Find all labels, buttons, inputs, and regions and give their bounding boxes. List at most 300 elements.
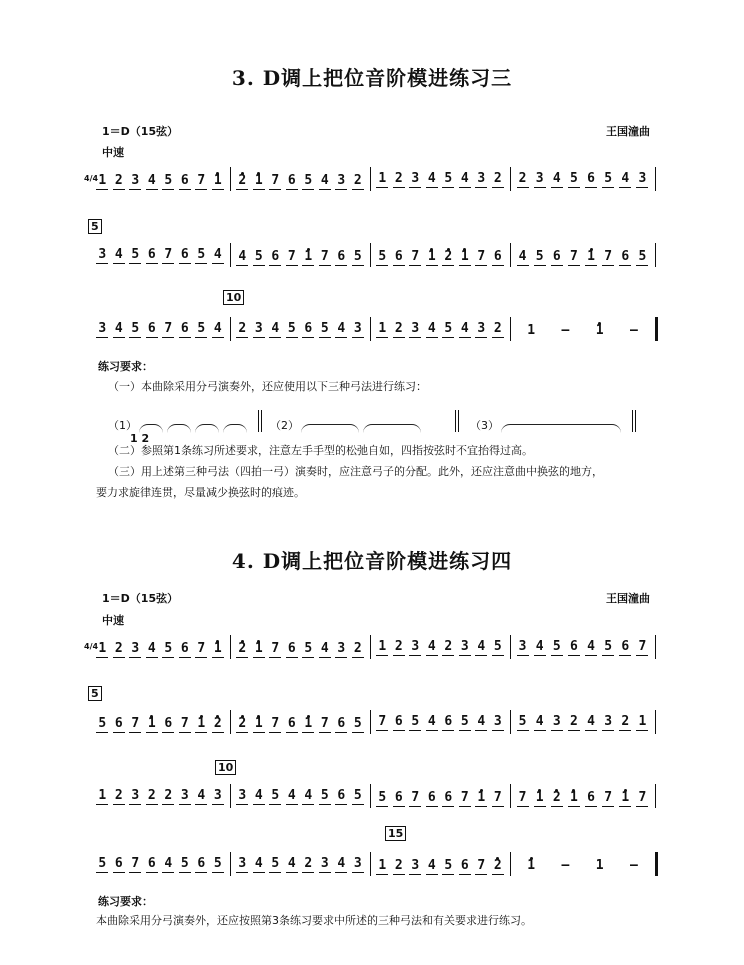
eighth-underline	[96, 732, 108, 733]
eighth-underline	[286, 732, 298, 733]
note	[334, 240, 348, 266]
eighth-underline	[212, 189, 224, 190]
note	[211, 847, 225, 873]
note	[516, 705, 530, 731]
eighth-underline	[195, 804, 207, 805]
note	[584, 162, 598, 188]
eighth-underline	[236, 804, 248, 805]
eighth-underline	[426, 187, 438, 188]
bowing-label-2: （2）	[270, 419, 299, 432]
measure	[374, 630, 506, 656]
rehearsal-mark-5: 5	[88, 219, 102, 234]
note	[252, 162, 266, 190]
note	[524, 847, 538, 873]
note	[318, 847, 332, 873]
note-value: 1	[213, 641, 222, 656]
eighth-underline	[335, 872, 347, 873]
note	[161, 632, 175, 658]
eighth-underline	[319, 189, 331, 190]
note	[458, 705, 472, 731]
eighth-underline	[492, 187, 504, 188]
measure	[234, 162, 366, 190]
eighth-underline	[409, 265, 421, 266]
note	[408, 705, 422, 731]
note-value: 7	[460, 790, 469, 805]
note	[474, 849, 488, 875]
bar-line	[370, 710, 371, 734]
note	[112, 779, 126, 805]
eighth-underline	[179, 804, 191, 805]
note	[593, 849, 607, 873]
note	[268, 240, 282, 266]
eighth-underline	[376, 730, 388, 731]
note	[318, 312, 332, 338]
eighth-underline	[636, 655, 648, 656]
note-value: 7	[131, 856, 140, 871]
eighth-underline	[319, 804, 331, 805]
eighth-underline	[269, 872, 281, 873]
eighth-underline	[492, 730, 504, 731]
bar-line	[230, 243, 231, 267]
bar-line	[655, 784, 656, 808]
eighth-underline	[517, 265, 529, 266]
note-value: 7	[477, 249, 486, 264]
note	[601, 162, 615, 188]
note-value: 5	[353, 788, 362, 803]
note	[491, 781, 505, 807]
bar-line	[510, 784, 511, 808]
eighth-underline	[253, 189, 265, 190]
note	[392, 705, 406, 731]
note	[567, 779, 581, 807]
note	[145, 779, 159, 805]
eighth-underline	[236, 265, 248, 266]
note	[161, 164, 175, 190]
note-value: 4	[271, 321, 280, 336]
note	[252, 312, 266, 338]
note-value: 5	[638, 249, 647, 264]
eighth-underline	[319, 337, 331, 338]
note	[318, 164, 332, 190]
note-value: 2	[394, 639, 403, 654]
note	[211, 312, 225, 338]
eighth-underline	[335, 732, 347, 733]
note-value: 1	[378, 171, 387, 186]
note-value: 4	[213, 321, 222, 336]
note	[351, 240, 365, 266]
note	[425, 312, 439, 338]
note-value: 5	[353, 249, 362, 264]
note	[285, 312, 299, 338]
eighth-underline	[459, 187, 471, 188]
note-value: 2	[114, 173, 123, 188]
note-value: 5	[444, 321, 453, 336]
eighth-underline	[636, 187, 648, 188]
eighth-underline	[162, 189, 174, 190]
note-value: 5	[378, 790, 387, 805]
bar-line	[510, 317, 511, 341]
note-value: 5	[98, 716, 107, 731]
note-value: 1	[477, 790, 486, 805]
note	[128, 164, 142, 190]
note	[458, 849, 472, 875]
note-value: 4	[147, 641, 156, 656]
requirement-line-1: （一）本曲除采用分弓演奏外，还应使用以下三种弓法进行练习：	[108, 380, 427, 393]
note	[516, 162, 530, 188]
eighth-underline	[302, 337, 314, 338]
note-value: 4	[460, 171, 469, 186]
note-value: 6	[287, 641, 296, 656]
note	[550, 779, 564, 807]
note	[301, 705, 315, 733]
note	[235, 240, 249, 266]
note-value: 3	[477, 171, 486, 186]
requirement-line-4: 要力求旋律连贯，尽量减少换弦时的痕迹。	[96, 486, 305, 499]
note	[474, 705, 488, 731]
note-value: 7	[271, 173, 280, 188]
eighth-underline	[269, 732, 281, 733]
note-value: 3	[131, 173, 140, 188]
note	[392, 162, 406, 188]
note-value: 6	[164, 716, 173, 731]
note	[584, 705, 598, 731]
note-value: 6	[587, 790, 595, 805]
bar-line	[655, 167, 656, 191]
note-value: 3	[535, 171, 544, 186]
eighth-underline	[129, 189, 141, 190]
measure	[234, 847, 366, 873]
note	[441, 238, 455, 266]
eighth-underline	[335, 265, 347, 266]
eighth-underline	[129, 804, 141, 805]
note	[618, 630, 632, 656]
note-value: 5	[320, 788, 329, 803]
note	[441, 630, 455, 656]
note-value: –	[561, 858, 570, 873]
note	[95, 164, 109, 190]
eighth-underline	[636, 265, 648, 266]
note	[550, 705, 564, 731]
note	[194, 312, 208, 338]
note-value: 3	[98, 321, 107, 336]
note-value: 2	[570, 714, 578, 729]
bowing-option-2	[270, 409, 423, 433]
eighth-underline	[352, 189, 364, 190]
eighth-underline	[129, 732, 141, 733]
note	[441, 312, 455, 338]
eighth-underline	[568, 187, 580, 188]
eighth-underline	[195, 189, 207, 190]
section-3-requirements-title: 练习要求：	[98, 360, 153, 373]
note	[558, 849, 572, 873]
note	[95, 779, 109, 805]
note	[145, 847, 159, 873]
note	[301, 312, 315, 338]
measure	[234, 630, 366, 658]
note-value: 1	[304, 249, 313, 264]
note-value: 7	[477, 858, 486, 873]
note-value: 6	[493, 249, 502, 264]
eighth-underline	[492, 655, 504, 656]
note-value: 3	[254, 321, 263, 336]
eighth-underline	[113, 337, 125, 338]
note-value: 4	[460, 321, 469, 336]
note-value: 4	[535, 714, 544, 729]
note	[458, 162, 472, 188]
note	[635, 705, 649, 731]
eighth-underline	[409, 187, 421, 188]
note-value: –	[629, 858, 638, 873]
eighth-underline	[426, 265, 438, 266]
note	[425, 238, 439, 266]
note	[635, 781, 649, 807]
note	[285, 240, 299, 266]
note-value: 5	[518, 714, 527, 729]
note	[618, 705, 632, 731]
note-value: 1	[197, 716, 206, 731]
eighth-underline	[212, 804, 224, 805]
note-value: 4	[535, 639, 544, 654]
note-value: 2	[238, 716, 247, 731]
bowing-notes-1: 1 2	[130, 432, 150, 445]
note	[584, 238, 598, 266]
eighth-underline	[517, 806, 529, 807]
note-value: 6	[460, 858, 469, 873]
eighth-underline	[568, 806, 580, 807]
note-value: 3	[411, 639, 420, 654]
note-value: 7	[271, 641, 280, 656]
note	[178, 847, 192, 873]
eighth-underline	[376, 874, 388, 875]
note	[128, 707, 142, 733]
note	[408, 240, 422, 266]
note-value: 3	[180, 788, 189, 803]
section-4-row-2	[0, 703, 744, 737]
double-bar	[632, 410, 636, 432]
note	[601, 240, 615, 266]
eighth-underline	[376, 337, 388, 338]
note	[235, 779, 249, 805]
note	[425, 162, 439, 188]
note-value: 7	[197, 641, 206, 656]
note	[425, 705, 439, 731]
note	[268, 847, 282, 873]
eighth-underline	[96, 189, 108, 190]
note	[441, 705, 455, 731]
note-value: 4	[477, 639, 486, 654]
note-value: 7	[131, 716, 140, 731]
note	[491, 162, 505, 188]
measure	[94, 630, 226, 658]
eighth-underline	[459, 730, 471, 731]
note	[334, 632, 348, 658]
measure	[514, 162, 651, 188]
measure	[94, 705, 226, 733]
note-value: 1	[570, 790, 578, 805]
note	[627, 849, 641, 873]
note-value: 3	[98, 247, 107, 262]
note-value: 4	[254, 856, 263, 871]
note-value: 3	[353, 856, 362, 871]
eighth-underline	[269, 657, 281, 658]
eighth-underline	[568, 730, 580, 731]
note	[408, 781, 422, 807]
eighth-underline	[492, 874, 504, 875]
eighth-underline	[376, 655, 388, 656]
note-value: –	[561, 323, 570, 338]
note-value: 5	[164, 641, 173, 656]
note-value: 5	[411, 714, 420, 729]
eighth-underline	[352, 337, 364, 338]
note-value: 5	[180, 856, 189, 871]
note	[550, 630, 564, 656]
note-value: 4	[427, 639, 436, 654]
eighth-underline	[195, 657, 207, 658]
note	[145, 632, 159, 658]
eighth-underline	[286, 265, 298, 266]
eighth-underline	[269, 189, 281, 190]
measure	[374, 779, 506, 807]
eighth-underline	[619, 730, 631, 731]
note-value: 1	[254, 173, 263, 188]
note-value: 3	[337, 173, 346, 188]
note-value: 2	[394, 858, 403, 873]
note	[392, 849, 406, 875]
note	[533, 779, 547, 807]
bowing-label-1: （1）	[108, 419, 137, 432]
eighth-underline	[113, 872, 125, 873]
note-value: 3	[337, 641, 346, 656]
eighth-underline	[585, 265, 597, 266]
note-value: 3	[238, 856, 247, 871]
eighth-underline	[475, 730, 487, 731]
note-value: 7	[604, 249, 613, 264]
note	[334, 707, 348, 733]
section-3-key: 1＝D（15弦）	[102, 125, 179, 138]
note-value: 7	[287, 249, 296, 264]
note-value: 2	[304, 856, 313, 871]
note-value: 2	[552, 790, 561, 805]
bar-line	[230, 710, 231, 734]
note	[584, 781, 598, 807]
note-value: 2	[353, 173, 362, 188]
note	[161, 779, 175, 805]
bowing-slur	[501, 424, 621, 433]
note-value: 6	[147, 321, 156, 336]
bar-line	[230, 635, 231, 659]
note-value: 6	[427, 790, 436, 805]
note-value: 3	[604, 714, 613, 729]
measure	[374, 847, 506, 875]
note-value: 1	[595, 858, 604, 873]
note-value: 7	[638, 790, 647, 805]
note-value: 5	[254, 249, 263, 264]
note	[268, 632, 282, 658]
section-4-title: 4. D调上把位音阶模进练习四	[231, 549, 513, 573]
section-4-tempo: 中速	[102, 614, 124, 627]
note-value: 2	[621, 714, 630, 729]
eighth-underline	[286, 804, 298, 805]
bar-line	[370, 852, 371, 876]
eighth-underline	[195, 732, 207, 733]
eighth-underline	[352, 657, 364, 658]
measure	[514, 705, 651, 731]
note-value: 4	[320, 173, 329, 188]
note	[635, 630, 649, 656]
note	[491, 630, 505, 656]
eighth-underline	[393, 806, 405, 807]
note-value: 3	[493, 714, 502, 729]
note	[567, 630, 581, 656]
note	[474, 779, 488, 807]
note	[425, 849, 439, 875]
note	[178, 164, 192, 190]
note	[235, 312, 249, 338]
eighth-underline	[162, 263, 174, 264]
note-value: 2	[353, 641, 362, 656]
note-value: 4	[477, 714, 486, 729]
eighth-underline	[352, 265, 364, 266]
note	[128, 779, 142, 805]
note-value: 5	[164, 173, 173, 188]
eighth-underline	[146, 337, 158, 338]
eighth-underline	[426, 806, 438, 807]
note	[178, 312, 192, 338]
note	[491, 705, 505, 731]
eighth-underline	[113, 263, 125, 264]
note	[252, 630, 266, 658]
note	[425, 630, 439, 656]
eighth-underline	[619, 655, 631, 656]
note-value: 3	[131, 788, 140, 803]
eighth-underline	[551, 265, 563, 266]
bar-line	[510, 243, 511, 267]
eighth-underline	[335, 189, 347, 190]
note	[112, 164, 126, 190]
note-value: 1	[304, 716, 313, 731]
bar-line	[230, 852, 231, 876]
note-value: 2	[213, 716, 222, 731]
note-value: 7	[164, 247, 173, 262]
note-value: 4	[587, 714, 595, 729]
eighth-underline	[551, 655, 563, 656]
note	[491, 312, 505, 338]
note-value: 5	[552, 639, 561, 654]
eighth-underline	[162, 657, 174, 658]
note-value: 1	[460, 249, 469, 264]
eighth-underline	[253, 337, 265, 338]
eighth-underline	[146, 263, 158, 264]
eighth-underline	[393, 337, 405, 338]
eighth-underline	[96, 263, 108, 264]
note-value: 2	[114, 641, 123, 656]
eighth-underline	[442, 730, 454, 731]
note	[533, 630, 547, 656]
note-value: 2	[164, 788, 173, 803]
note-value: 4	[337, 856, 346, 871]
note-value: 4	[621, 171, 630, 186]
note	[128, 847, 142, 873]
bar-line	[230, 167, 231, 191]
bar-line	[370, 635, 371, 659]
note	[235, 630, 249, 658]
eighth-underline	[475, 874, 487, 875]
note	[95, 707, 109, 733]
note	[285, 632, 299, 658]
note-value: 6	[180, 247, 189, 262]
note	[375, 240, 389, 266]
note-value: 7	[180, 716, 189, 731]
